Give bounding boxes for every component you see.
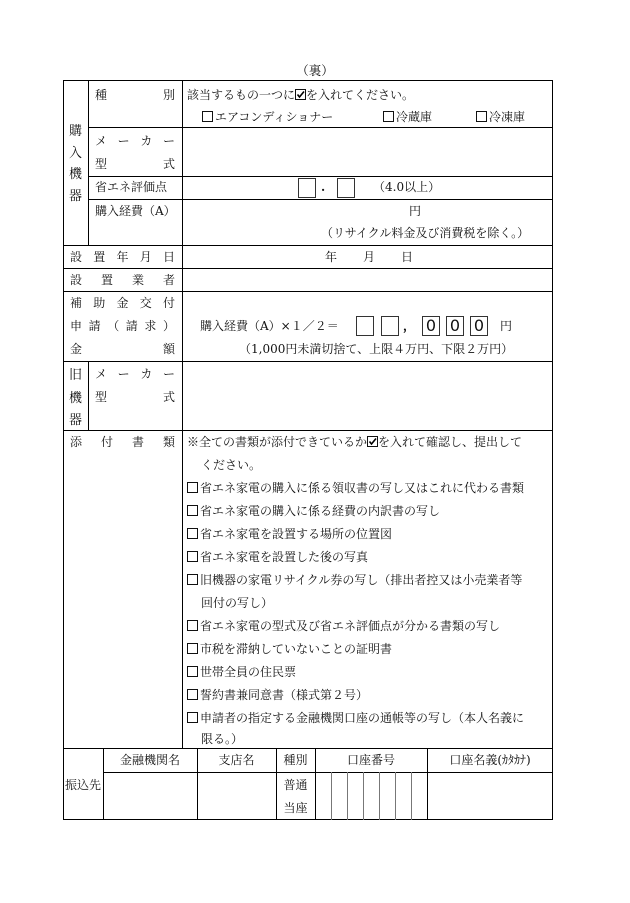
bank-type-checking[interactable]: 当座 [283, 801, 308, 815]
checkbox-icon[interactable] [187, 620, 198, 631]
option-air-conditioner[interactable]: エアコンディショナー [202, 110, 333, 124]
frame-right-border [552, 80, 553, 820]
checkbox-icon[interactable] [187, 482, 198, 493]
installer-label: 設 置 業 者 [70, 273, 175, 287]
col-divider [88, 361, 89, 431]
rating-note: （4.0以上） [373, 180, 441, 194]
subsidy-thousands-box[interactable] [381, 316, 399, 336]
checkbox-icon[interactable] [187, 551, 198, 562]
subsidy-formula: 購入経費（A）×１／２＝ [200, 319, 339, 333]
attach-item-photo[interactable]: 省エネ家電を設置した後の写真 [187, 550, 368, 564]
checkbox-icon[interactable] [187, 574, 198, 585]
digit-divider [379, 772, 380, 820]
checkbox-icon[interactable] [476, 111, 487, 122]
bank-institution-input[interactable] [105, 774, 195, 818]
subsidy-ten-thousands-box[interactable] [356, 316, 374, 336]
checkbox-icon[interactable] [187, 689, 198, 700]
attach-intro-cont: ください。 [201, 458, 262, 472]
attach-item-receipt[interactable]: 省エネ家電の購入に係る領収書の写し又はこれに代わる書類 [187, 481, 524, 495]
subsidy-comma: ， [403, 319, 416, 333]
model-label: 型 式 [95, 157, 175, 171]
subsidy-label-line2: 申 請 （ 請 求 ） [70, 319, 175, 333]
col-divider [88, 80, 89, 246]
attach-item-recycle-ticket[interactable]: 旧機器の家電リサイクル券の写し（排出者控又は小売業者等 [187, 573, 522, 587]
bank-header-type: 種別 [283, 753, 308, 767]
old-model-label: 型 式 [95, 390, 175, 404]
frame-bottom-border [63, 819, 553, 820]
bank-header-account-number: 口座番号 [346, 753, 395, 767]
checkbox-icon[interactable] [383, 111, 394, 122]
attach-item-recycle-ticket-cont: 回付の写し） [201, 596, 274, 610]
install-day: 日 [401, 250, 414, 264]
old-section-label: 旧 機 器 [68, 368, 82, 428]
col-divider [182, 80, 183, 749]
maker-label: メ ー カ ー [95, 134, 175, 148]
subsidy-label-line1: 補 助 金 交 付 [70, 296, 175, 310]
attach-item-pledge[interactable]: 誓約書兼同意書（様式第２号） [187, 688, 368, 702]
attach-item-bankbook-cont: 限る。） [201, 732, 244, 746]
digit-divider [363, 772, 364, 820]
bank-section-label: 振込先 [64, 778, 101, 792]
subsidy-note: （1,000円未満切捨て、上限４万円、下限２万円） [239, 342, 514, 356]
row-divider [63, 291, 553, 292]
row-divider [63, 430, 553, 431]
row-divider [88, 176, 553, 177]
checkbox-icon[interactable] [187, 666, 198, 677]
old-maker-model-input[interactable] [188, 364, 548, 428]
bank-branch-input[interactable] [199, 774, 274, 818]
rating-dot: . [321, 180, 326, 194]
digit-divider [347, 772, 348, 820]
row-divider [63, 361, 553, 362]
attach-item-location-map[interactable]: 省エネ家電を設置する場所の位置図 [187, 527, 392, 541]
row-divider [63, 748, 553, 749]
option-refrigerator[interactable]: 冷蔵庫 [383, 110, 432, 124]
type-label: 種 別 [95, 88, 175, 102]
row-divider [103, 772, 553, 773]
rating-decimal-box[interactable] [337, 178, 355, 198]
purchase-section-label: 購 入 機 器 [68, 124, 82, 204]
installer-input[interactable] [188, 271, 548, 289]
bank-account-holder-input[interactable] [429, 774, 551, 818]
subsidy-digit-tens: 0 [446, 316, 464, 336]
digit-divider [395, 772, 396, 820]
attach-item-bankbook[interactable]: 申請者の指定する金融機関口座の通帳等の写し（本人名義に [187, 711, 524, 725]
attach-item-model-rating-doc[interactable]: 省エネ家電の型式及び省エネ評価点が分かる書類の写し [187, 619, 500, 633]
cost-unit: 円 [409, 204, 422, 218]
checked-box-icon [295, 89, 306, 100]
digit-divider [411, 772, 412, 820]
checkbox-icon[interactable] [202, 111, 213, 122]
bank-header-institution: 金融機関名 [119, 753, 180, 767]
install-month: 月 [363, 250, 376, 264]
bank-header-account-holder: 口座名義(ｶﾀｶﾅ) [449, 753, 531, 767]
rating-label: 省エネ評価点 [95, 180, 168, 194]
digit-divider [331, 772, 332, 820]
row-divider [63, 245, 553, 246]
install-year: 年 [325, 250, 338, 264]
option-freezer[interactable]: 冷凍庫 [476, 110, 525, 124]
row-divider [63, 268, 553, 269]
row-divider [88, 127, 553, 128]
attach-intro: ※全ての書類が添付できているか を入れて確認し、提出して [187, 435, 523, 449]
subsidy-digit-hundreds: 0 [422, 316, 440, 336]
checked-box-icon [367, 436, 378, 447]
cost-note: （リサイクル料金及び消費税を除く。） [321, 226, 530, 240]
attach-label: 添 付 書 類 [70, 435, 175, 449]
rating-integer-box[interactable] [298, 178, 316, 198]
application-form-back [63, 80, 553, 820]
checkbox-icon[interactable] [187, 712, 198, 723]
subsidy-unit: 円 [500, 319, 513, 333]
checkbox-icon[interactable] [187, 528, 198, 539]
attach-item-tax-certificate[interactable]: 市税を滞納していないことの証明書 [187, 642, 392, 656]
subsidy-digit-ones: 0 [470, 316, 488, 336]
type-instruction: 該当するもの一つに を入れてください。 [187, 88, 415, 102]
old-maker-label: メ ー カ ー [95, 367, 175, 381]
cost-label: 購入経費（A） [95, 204, 176, 218]
attach-item-resident-record[interactable]: 世帯全員の住民票 [187, 665, 296, 679]
bank-header-branch: 支店名 [218, 753, 255, 767]
attach-item-cost-breakdown[interactable]: 省エネ家電の購入に係る経費の内訳書の写し [187, 504, 440, 518]
checkbox-icon[interactable] [187, 505, 198, 516]
maker-model-input[interactable] [188, 130, 548, 172]
checkbox-icon[interactable] [187, 643, 198, 654]
row-divider [88, 199, 553, 200]
frame-top-border [63, 80, 553, 81]
install-date-label: 設 置 年 月 日 [70, 250, 175, 264]
subsidy-label-line3: 金 額 [70, 342, 175, 356]
page-title: （裏） [296, 63, 334, 78]
bank-type-ordinary[interactable]: 普通 [283, 778, 308, 792]
